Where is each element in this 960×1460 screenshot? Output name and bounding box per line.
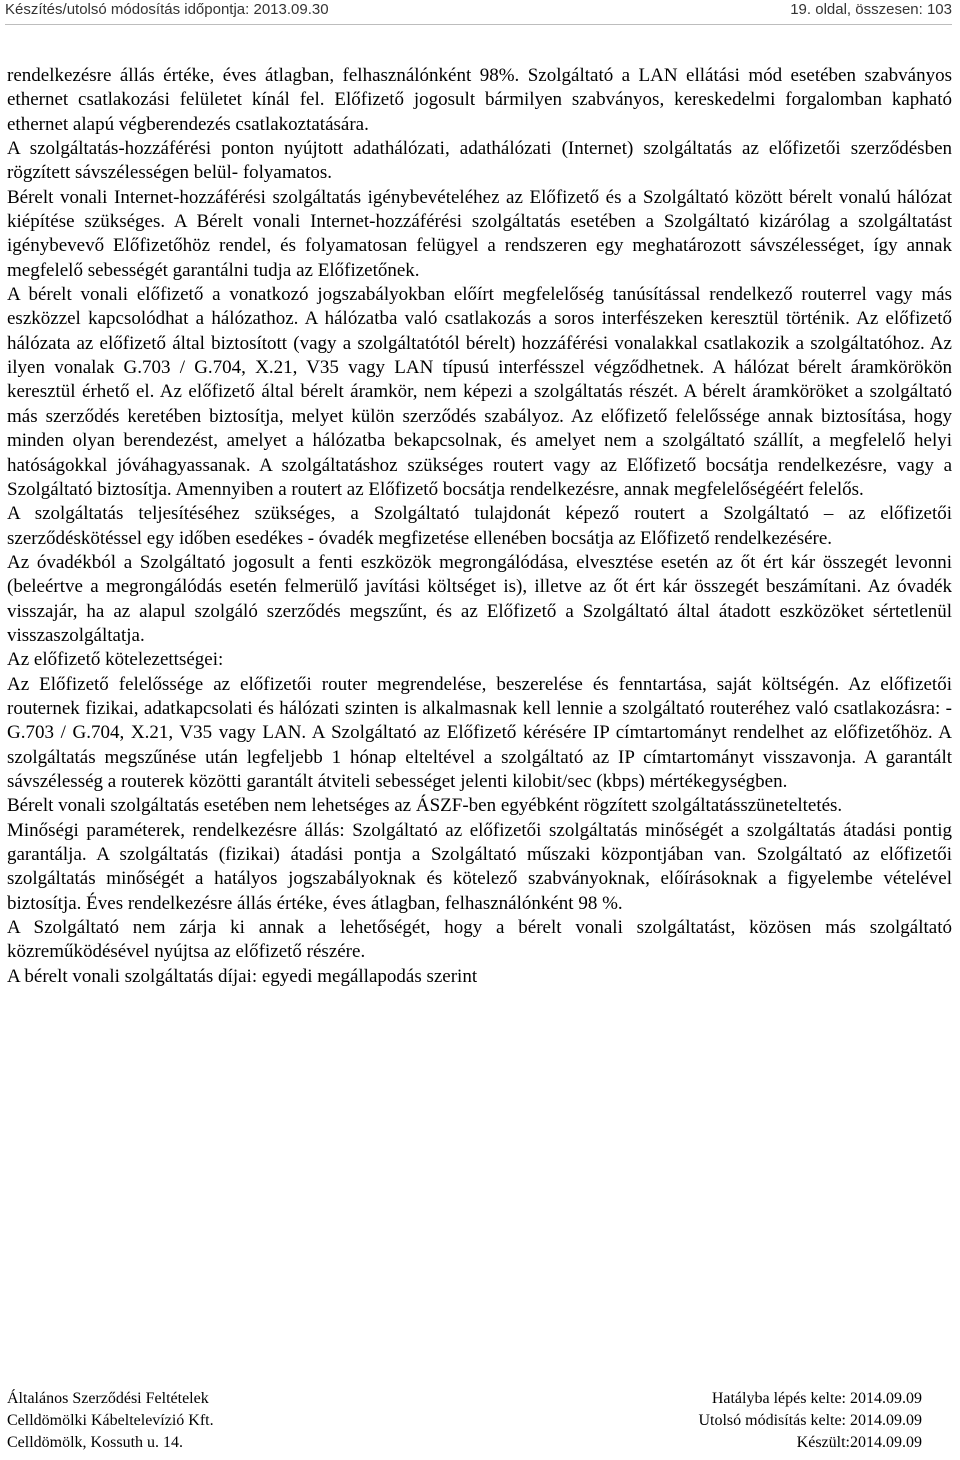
- paragraph: Az Előfizető felelőssége az előfizetői router megrendelése, beszerelése és fenntartása, saját költségén. Az előfizetői routernek fizikai, adatkapcsolati és hálózati szinten is alkalmasnak kell lennie a szolgáltató routeréhez való csatlakozásra: - G.703 / G.704, X.21, V35 vagy LAN. A Szolgáltató az Előfizető kérésére IP címtartományt rendelhet az előfizetőhöz. A szolgáltatás megszűnése után legfeljebb 1 hónap elteltével a szolgáltató az IP címtartományt visszavonja. A garantált sávszélesség a routerek közötti garantált átviteli sebességet jelenti kilobit/sec (kbps) mértékegységben.: [7, 673, 952, 792]
- page-footer: [7, 1388, 922, 1454]
- paragraph: Bérelt vonali Internet-hozzáférési szolgáltatás igénybevételéhez az Előfizető és a Szolgáltató között bérelt vonalú hálózat kiépítése szükséges. A Bérelt vonali Internet-hozzáférési szolgáltatás esetében a Szolgáltató kizárólag a szolgáltatást igénybevevő Előfizetőhöz rendel, és folyamatosan felügyel a rendszeren egy meghatározott sávszélességet, így annak megfelelő sebességét garantálni tudja az Előfizetőnek.: [7, 186, 952, 281]
- footer-effective-date: Hatályba lépés kelte: 2014.09.09: [711, 1390, 922, 1407]
- paragraph: A bérelt vonali szolgáltatás díjai: egyedi megállapodás szerint: [7, 965, 478, 987]
- paragraph: A szolgáltatás-hozzáférési ponton nyújtott adathálózati, adathálózati (Internet) szolgáltatás az előfizetői szerződésben rögzített sávszélességen belül- folyamatos.: [7, 138, 952, 184]
- footer-row: [7, 1432, 922, 1454]
- footer-company-name: Celldömölki Kábeltelevízió Kft.: [7, 1412, 214, 1429]
- footer-created-date: Készült:2014.09.09: [796, 1434, 922, 1451]
- footer-address: Celldömölk, Kossuth u. 14.: [7, 1434, 184, 1451]
- footer-document-title: Általános Szerződési Feltételek: [7, 1390, 209, 1407]
- document-body: [7, 64, 952, 989]
- footer-row: [7, 1388, 922, 1410]
- paragraph: A szolgáltatás teljesítéséhez szükséges, a Szolgáltató tulajdonát képező routert a Szolgáltató – az előfizetői szerződéskötéssel egy időben esedékes - óvadék megfizetése ellenében bocsátja az Előfizető rendelkezésére.: [7, 503, 952, 549]
- paragraph: Bérelt vonali szolgáltatás esetében nem lehetséges az ÁSZF-ben egyébként rögzített szolgáltatásszüneteltetés.: [7, 795, 843, 817]
- header-page-count: 19. oldal, összesen: 103: [790, 1, 952, 18]
- paragraph: rendelkezésre állás értéke, éves átlagban, felhasználónként 98%. Szolgáltató a LAN ellátási mód esetében szabványos ethernet csatlakozási felületet kínál fel. Előfizető jogosult bármilyen szabványos, kereskedelmi forgalomban kapható ethernet alapú végberendezés csatlakoztatására.: [7, 65, 952, 135]
- paragraph: Az előfizető kötelezettségei:: [7, 649, 224, 671]
- paragraph: A bérelt vonali előfizető a vonatkozó jogszabályokban előírt megfelelőség tanúsítással rendelkező routerrel vagy más eszközzel kapcsolódhat a hálózathoz. A hálózatba való csatlakozás a soros interfészeken keresztül történik. Az előfizető hálózata az előfizető által biztosított (vagy a szolgáltatótól bérelt) hozzáférési vonalakkal csatlakozik a szolgáltatóhoz. Az ilyen vonalak G.703 / G.704, X.21, V35 vagy LAN típusú interfésszel végződhetnek. A hálózat bérelt áramkörökön keresztül érhető el. Az előfizető által bérelt áramkör, nem képezi a szolgáltatás részét. A bérelt áramköröket a szolgáltató más szerződés keretében biztosítja, melyet külön szerződés szabályoz. Az előfizető felelőssége annak biztosítása, hogy minden olyan berendezést, amelyet a hálózatba bekapcsolnak, és amelyet nem a szolgáltató szállít, a megfelelő helyi hatóságokkal jóváhagyassanak. A szolgáltatáshoz szükséges routert vagy az Előfizető bocsátja rendelkezésre, vagy a Szolgáltató biztosítja. Amennyiben a routert az Előfizető bocsátja rendelkezésre, annak megfelelőségéért felelős.: [7, 284, 952, 500]
- paragraph: Az óvadékból a Szolgáltató jogosult a fenti eszközök megrongálódása, elvesztése esetén az őt ért kár összegét levonni (beleértve a megrongálódás esetén felmerülő javítási költséget is), illetve az őt ért kár összegét beszámítani. Az óvadék visszajár, ha az alapul szolgáló szerződés megszűnt, és az Előfizető a Szolgáltató által átadott eszközöket sértetlenül visszaszolgáltatja.: [7, 551, 952, 646]
- header-timestamp: Készítés/utolsó módosítás időpontja: 2013.09.30: [5, 1, 329, 18]
- paragraph: A Szolgáltató nem zárja ki annak a lehetőségét, hogy a bérelt vonali szolgáltatást, közösen más szolgáltató közreműködésével nyújtsa az előfizető részére.: [7, 917, 952, 963]
- footer-last-modified: Utolsó módisítás kelte: 2014.09.09: [698, 1412, 922, 1429]
- page-header: [5, 0, 952, 25]
- footer-row: [7, 1410, 922, 1432]
- paragraph: Minőségi paraméterek, rendelkezésre állás: Szolgáltató az előfizetői szolgáltatás minőségét a szolgáltatás átadási pontig garantálja. A szolgáltatás (fizikai) átadási pontja a Szolgáltató műszaki központjában van. Szolgáltató az előfizetői szolgáltatás minőségét a hatályos jogszabályoknak és kötelező szabványoknak, előírásoknak a figyelembe vételével biztosítja. Éves rendelkezésre állás értéke, éves átlagban, felhasználónként 98 %.: [7, 819, 952, 914]
